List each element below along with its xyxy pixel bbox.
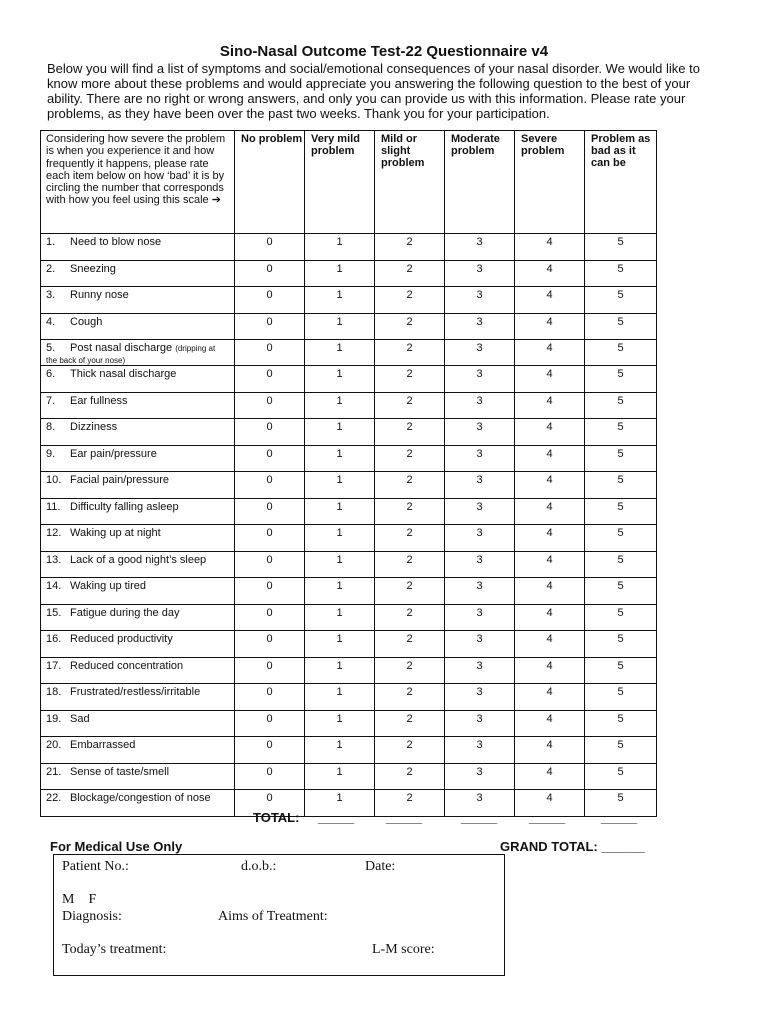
score-option[interactable]: 0 (235, 472, 305, 499)
col-header-severe: Severe problem (515, 131, 585, 234)
col-header-very-mild: Very mild problem (305, 131, 375, 234)
treatment-field[interactable]: Today’s treatment: (62, 942, 167, 957)
item-label: Waking up at night (70, 527, 161, 539)
item-number: 22. (46, 792, 62, 804)
score-option[interactable]: 4 (515, 419, 585, 446)
score-option[interactable]: 5 (585, 578, 657, 605)
score-option[interactable]: 5 (585, 684, 657, 711)
score-option[interactable]: 5 (585, 287, 657, 314)
score-option[interactable]: 3 (445, 392, 515, 419)
item-label-cell (41, 790, 235, 817)
score-option[interactable]: 1 (305, 710, 375, 737)
aims-field[interactable]: Aims of Treatment: (218, 909, 328, 924)
score-option[interactable]: 4 (515, 551, 585, 578)
score-option[interactable]: 0 (235, 710, 305, 737)
score-option[interactable]: 3 (445, 472, 515, 499)
item-number: 13. (46, 553, 62, 566)
score-option[interactable]: 0 (235, 763, 305, 790)
item-number: 8. (46, 421, 56, 433)
score-option[interactable]: 1 (305, 498, 375, 525)
score-option[interactable]: 1 (305, 287, 375, 314)
item-number: 5. (46, 342, 56, 354)
score-option[interactable]: 0 (235, 684, 305, 711)
table-row (41, 578, 657, 605)
score-option[interactable]: 4 (515, 340, 585, 366)
score-option[interactable]: 2 (375, 472, 445, 499)
table-row (41, 657, 657, 684)
score-option[interactable]: 5 (585, 366, 657, 393)
score-option[interactable]: 1 (305, 366, 375, 393)
col-header-worst: Problem as bad as it can be (585, 131, 657, 234)
score-option[interactable]: 2 (375, 366, 445, 393)
total-blank[interactable]: _____ (529, 810, 566, 825)
score-option[interactable]: 3 (445, 578, 515, 605)
item-number: 3. (46, 289, 56, 301)
score-option[interactable]: 3 (445, 684, 515, 711)
score-option[interactable]: 0 (235, 234, 305, 261)
item-label-cell (41, 684, 235, 711)
table-row (41, 551, 657, 578)
score-option[interactable]: 5 (585, 392, 657, 419)
score-option[interactable]: 1 (305, 260, 375, 287)
score-option[interactable]: 5 (585, 445, 657, 472)
score-option[interactable]: 3 (445, 525, 515, 552)
table-row (41, 498, 657, 525)
score-option[interactable]: 0 (235, 366, 305, 393)
item-number: 16. (46, 633, 62, 645)
score-option[interactable]: 4 (515, 313, 585, 340)
score-option[interactable]: 5 (585, 631, 657, 658)
dob-field[interactable]: d.o.b.: (241, 859, 277, 874)
item-label-cell (41, 419, 235, 446)
score-option[interactable]: 4 (515, 498, 585, 525)
score-option[interactable]: 2 (375, 525, 445, 552)
score-option[interactable]: 1 (305, 604, 375, 631)
score-option[interactable]: 3 (445, 551, 515, 578)
score-option[interactable]: 3 (445, 287, 515, 314)
score-option[interactable]: 3 (445, 340, 515, 366)
item-number: 7. (46, 394, 56, 407)
score-option[interactable]: 0 (235, 790, 305, 817)
score-option[interactable]: 4 (515, 287, 585, 314)
score-option[interactable]: 1 (305, 313, 375, 340)
score-option[interactable]: 4 (515, 710, 585, 737)
item-number: 6. (46, 368, 56, 380)
item-label: Difficulty falling asleep (70, 500, 179, 513)
score-option[interactable]: 4 (515, 631, 585, 658)
score-option[interactable]: 4 (515, 684, 585, 711)
item-number: 11. (46, 500, 61, 513)
item-label-cell (41, 234, 235, 261)
item-label: Lack of a good night’s sleep (70, 553, 207, 566)
score-option[interactable]: 3 (445, 445, 515, 472)
item-label: Sneezing (70, 262, 116, 275)
item-note-line2: the back of your nose) (46, 356, 126, 365)
score-option[interactable]: 5 (585, 234, 657, 261)
item-label-cell (41, 604, 235, 631)
score-option[interactable]: 3 (445, 737, 515, 764)
intro-text: Below you will find a list of symptoms and social/emotional consequences of your nasal disorder. We would like to know more about these problems and would appreciate you answering the following question to the best of your ability. There are no right or wrong answers, and only you can provide us with this information. Please rate your problems, as they have been over the past two weeks. Thank you for your participation. (47, 61, 700, 121)
item-label-cell (41, 578, 235, 605)
score-option[interactable]: 3 (445, 631, 515, 658)
score-option[interactable]: 2 (375, 737, 445, 764)
item-label-cell (41, 631, 235, 658)
grand-total[interactable]: GRAND TOTAL: ______ (500, 839, 645, 854)
item-label: Frustrated/restless/irritable (70, 686, 201, 698)
score-option[interactable]: 4 (515, 578, 585, 605)
col-header-no-problem: No problem (235, 131, 305, 234)
item-label-cell (41, 287, 235, 314)
item-label: Sad (70, 712, 90, 725)
item-label: Ear fullness (70, 394, 128, 407)
item-number: 20. (46, 739, 62, 751)
score-option[interactable]: 3 (445, 234, 515, 261)
score-option[interactable]: 0 (235, 445, 305, 472)
score-option[interactable]: 2 (375, 604, 445, 631)
col-header-moderate: Moderate problem (445, 131, 515, 234)
medical-use-box (53, 854, 505, 976)
lm-score-field[interactable]: L-M score: (372, 942, 435, 957)
item-label-cell (41, 525, 235, 552)
item-label-cell (41, 392, 235, 419)
score-option[interactable]: 5 (585, 737, 657, 764)
score-option[interactable]: 5 (585, 763, 657, 790)
item-label: Waking up tired (70, 580, 147, 592)
item-label-cell (41, 260, 235, 287)
table-row (41, 445, 657, 472)
score-option[interactable]: 0 (235, 260, 305, 287)
score-option[interactable]: 2 (375, 498, 445, 525)
score-option[interactable]: 3 (445, 657, 515, 684)
patient-no-field[interactable]: Patient No.: (62, 859, 129, 874)
score-option[interactable]: 2 (375, 445, 445, 472)
score-option[interactable]: 2 (375, 578, 445, 605)
score-option[interactable]: 5 (585, 340, 657, 366)
item-number: 19. (46, 712, 62, 725)
score-option[interactable]: 1 (305, 392, 375, 419)
score-option[interactable]: 5 (585, 419, 657, 446)
item-label-cell (41, 498, 235, 525)
item-number: 9. (46, 447, 56, 460)
item-number: 10. (46, 474, 62, 486)
table-row (41, 710, 657, 737)
score-option[interactable]: 5 (585, 498, 657, 525)
table-row (41, 763, 657, 790)
medical-use-heading: For Medical Use Only (50, 839, 183, 854)
score-option[interactable]: 3 (445, 604, 515, 631)
score-option[interactable]: 0 (235, 604, 305, 631)
score-option[interactable]: 4 (515, 657, 585, 684)
item-number: 14. (46, 580, 62, 592)
item-number: 1. (46, 236, 56, 248)
table-row (41, 631, 657, 658)
score-option[interactable]: 5 (585, 313, 657, 340)
score-option[interactable]: 1 (305, 631, 375, 658)
col-header-mild: Mild or slight problem (375, 131, 445, 234)
score-option[interactable]: 5 (585, 525, 657, 552)
score-option[interactable]: 1 (305, 578, 375, 605)
score-option[interactable]: 3 (445, 763, 515, 790)
score-option[interactable]: 0 (235, 419, 305, 446)
item-label: Dizziness (70, 421, 118, 433)
score-option[interactable]: 1 (305, 445, 375, 472)
item-label: Reduced concentration (70, 659, 184, 672)
score-option[interactable]: 0 (235, 525, 305, 552)
score-option[interactable]: 4 (515, 763, 585, 790)
score-option[interactable]: 0 (235, 551, 305, 578)
score-option[interactable]: 4 (515, 260, 585, 287)
table-row (41, 737, 657, 764)
item-label: Need to blow nose (70, 236, 162, 248)
score-option[interactable]: 2 (375, 710, 445, 737)
score-option[interactable]: 5 (585, 790, 657, 817)
score-option[interactable]: 4 (515, 790, 585, 817)
item-label: Post nasal discharge (70, 342, 173, 354)
score-option[interactable]: 4 (515, 604, 585, 631)
score-option[interactable]: 0 (235, 737, 305, 764)
item-label-cell (41, 340, 235, 366)
item-label: Cough (70, 315, 103, 328)
table-row (41, 684, 657, 711)
table-row (41, 313, 657, 340)
score-option[interactable]: 0 (235, 631, 305, 658)
score-option[interactable]: 0 (235, 287, 305, 314)
score-option[interactable]: 4 (515, 234, 585, 261)
item-label: Embarrassed (70, 739, 136, 751)
table-row (41, 340, 657, 366)
score-option[interactable]: 4 (515, 445, 585, 472)
total-blank[interactable]: _____ (318, 810, 355, 825)
questionnaire-table (40, 130, 657, 817)
score-option[interactable]: 5 (585, 657, 657, 684)
score-option[interactable]: 3 (445, 260, 515, 287)
score-option[interactable]: 4 (515, 366, 585, 393)
score-option[interactable]: 3 (445, 313, 515, 340)
score-option[interactable]: 1 (305, 472, 375, 499)
score-option[interactable]: 2 (375, 684, 445, 711)
item-label: Facial pain/pressure (70, 474, 170, 486)
score-option[interactable]: 3 (445, 498, 515, 525)
total-label: TOTAL: (253, 810, 300, 825)
score-option[interactable]: 2 (375, 340, 445, 366)
item-label-cell (41, 472, 235, 499)
item-label: Blockage/congestion of nose (70, 792, 211, 804)
date-field[interactable]: Date: (365, 859, 396, 874)
score-option[interactable]: 2 (375, 657, 445, 684)
score-option[interactable]: 2 (375, 313, 445, 340)
score-option[interactable]: 1 (305, 790, 375, 817)
score-option[interactable]: 1 (305, 763, 375, 790)
score-option[interactable]: 1 (305, 657, 375, 684)
total-blank[interactable]: _____ (461, 810, 498, 825)
score-option[interactable]: 4 (515, 525, 585, 552)
item-number: 12. (46, 527, 62, 539)
item-label-cell (41, 366, 235, 393)
item-label: Ear pain/pressure (70, 447, 157, 460)
page-title: Sino-Nasal Outcome Test-22 Questionnaire v4 (219, 43, 549, 60)
score-option[interactable]: 1 (305, 737, 375, 764)
score-option[interactable]: 4 (515, 472, 585, 499)
item-number: 2. (46, 262, 56, 275)
table-row (41, 366, 657, 393)
score-option[interactable]: 5 (585, 472, 657, 499)
diagnosis-field[interactable]: Diagnosis: (62, 909, 122, 924)
item-number: 18. (46, 686, 62, 698)
header-row (41, 131, 657, 234)
score-option[interactable]: 2 (375, 631, 445, 658)
score-option[interactable]: 0 (235, 392, 305, 419)
table-row (41, 604, 657, 631)
sex-field[interactable]: M F (62, 892, 97, 907)
score-option[interactable]: 1 (305, 525, 375, 552)
item-label: Reduced productivity (70, 633, 173, 645)
item-label: Thick nasal discharge (70, 368, 177, 380)
score-option[interactable]: 1 (305, 340, 375, 366)
score-option[interactable]: 5 (585, 551, 657, 578)
table-row (41, 392, 657, 419)
score-option[interactable]: 1 (305, 684, 375, 711)
score-option[interactable]: 2 (375, 287, 445, 314)
table-row (41, 419, 657, 446)
item-label: Runny nose (70, 289, 129, 301)
score-option[interactable]: 5 (585, 604, 657, 631)
score-option[interactable]: 2 (375, 260, 445, 287)
item-label: Sense of taste/smell (70, 765, 170, 778)
item-label-cell (41, 313, 235, 340)
total-blank[interactable]: _____ (386, 810, 423, 825)
score-option[interactable]: 0 (235, 578, 305, 605)
score-option[interactable]: 4 (515, 737, 585, 764)
item-number: 17. (46, 659, 62, 672)
table-row (41, 287, 657, 314)
score-option[interactable]: 2 (375, 763, 445, 790)
score-option[interactable]: 1 (305, 551, 375, 578)
scale-instruction: Considering how severe the problem is when you experience it and how frequently it happens, please rate each item below on how ‘bad’ it is by circling the number that corresponds with how you feel using this scale ➔ (41, 131, 235, 234)
item-number: 15. (46, 606, 62, 619)
item-label-cell (41, 445, 235, 472)
item-label-cell (41, 763, 235, 790)
score-option[interactable]: 2 (375, 790, 445, 817)
score-option[interactable]: 0 (235, 340, 305, 366)
score-option[interactable]: 5 (585, 260, 657, 287)
score-option[interactable]: 1 (305, 234, 375, 261)
score-option[interactable]: 4 (515, 392, 585, 419)
score-option[interactable]: 0 (235, 498, 305, 525)
score-option[interactable]: 0 (235, 313, 305, 340)
score-option[interactable]: 5 (585, 710, 657, 737)
score-option[interactable]: 3 (445, 419, 515, 446)
item-label-cell (41, 657, 235, 684)
item-number: 4. (46, 315, 56, 328)
table-row (41, 472, 657, 499)
score-option[interactable]: 3 (445, 710, 515, 737)
score-option[interactable]: 1 (305, 419, 375, 446)
score-option[interactable]: 2 (375, 234, 445, 261)
item-label: Fatigue during the day (70, 606, 180, 619)
score-option[interactable]: 3 (445, 366, 515, 393)
item-label-cell (41, 551, 235, 578)
table-row (41, 234, 657, 261)
score-option[interactable]: 2 (375, 551, 445, 578)
item-label-cell (41, 737, 235, 764)
score-option[interactable]: 3 (445, 790, 515, 817)
table-row (41, 525, 657, 552)
score-option[interactable]: 2 (375, 392, 445, 419)
item-note: (dripping at (175, 344, 216, 353)
table-row (41, 260, 657, 287)
score-option[interactable]: 0 (235, 657, 305, 684)
total-blank[interactable]: _____ (601, 810, 638, 825)
score-option[interactable]: 2 (375, 419, 445, 446)
item-label-cell (41, 710, 235, 737)
item-number: 21. (46, 765, 62, 778)
